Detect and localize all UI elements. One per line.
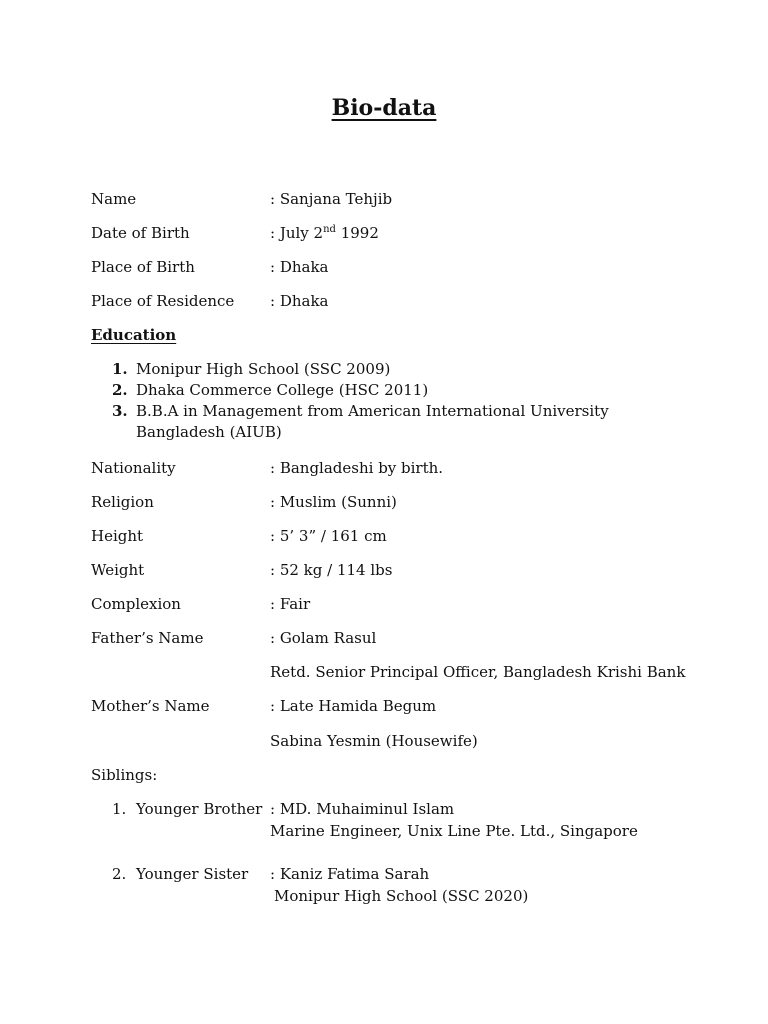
sibling-sister-detail xyxy=(0,885,768,907)
field-value: : Muslim (Sunni) xyxy=(270,493,397,511)
siblings-heading: Siblings: xyxy=(91,766,158,784)
field-value: : 5’ 3” / 161 cm xyxy=(270,527,387,545)
field-label: Height xyxy=(91,527,144,545)
page-title: Bio-data xyxy=(331,95,437,121)
field-label: Mother’s Name xyxy=(91,697,210,715)
field-value: : Dhaka xyxy=(270,292,329,310)
field-label: Religion xyxy=(91,493,154,511)
field-label: Place of Birth xyxy=(91,258,195,276)
sibling-sister xyxy=(0,863,768,885)
list-item xyxy=(0,380,768,401)
field-value: : Dhaka xyxy=(270,258,329,276)
list-item xyxy=(0,401,768,422)
field-value: Sabina Yesmin (Housewife) xyxy=(270,732,478,750)
field-height xyxy=(0,525,768,547)
list-item-continuation xyxy=(0,422,768,443)
field-label: Place of Residence xyxy=(91,292,235,310)
list-number: 3. xyxy=(112,402,128,420)
sibling-brother-detail xyxy=(0,820,768,842)
field-value: : Golam Rasul xyxy=(270,629,377,647)
field-date-of-birth xyxy=(0,222,768,244)
field-place-of-residence xyxy=(0,290,768,312)
list-item xyxy=(0,359,768,380)
field-religion xyxy=(0,491,768,513)
sibling-brother xyxy=(0,798,768,820)
field-value: Retd. Senior Principal Officer, Bangladesh Krishi Bank xyxy=(270,663,686,681)
dob-pre: : July 2 xyxy=(270,224,324,242)
field-mothers-name xyxy=(0,695,768,717)
field-nationality xyxy=(0,457,768,479)
education-heading: Education xyxy=(91,326,177,344)
list-text: B.B.A in Management from American International University xyxy=(136,402,609,420)
field-place-of-birth xyxy=(0,256,768,278)
field-value: : Fair xyxy=(270,595,311,613)
list-number: 2. xyxy=(112,865,127,883)
field-label: Name xyxy=(91,190,137,208)
field-name xyxy=(0,188,768,210)
sibling-detail: Marine Engineer, Unix Line Pte. Ltd., Singapore xyxy=(270,822,638,840)
field-value: : Sanjana Tehjib xyxy=(270,190,393,208)
field-label: Complexion xyxy=(91,595,181,613)
list-text: Dhaka Commerce College (HSC 2011) xyxy=(136,381,429,399)
field-value: : 52 kg / 114 lbs xyxy=(270,561,393,579)
field-value: : Bangladeshi by birth. xyxy=(270,459,444,477)
siblings-heading-row xyxy=(0,764,768,786)
list-text: Monipur High School (SSC 2009) xyxy=(136,360,391,378)
list-text: Bangladesh (AIUB) xyxy=(136,423,282,441)
education-list xyxy=(0,359,768,443)
field-complexion xyxy=(0,593,768,615)
field-mothers-other xyxy=(0,730,768,752)
field-label: Weight xyxy=(91,561,145,579)
list-number: 1. xyxy=(112,360,128,378)
field-value: : Late Hamida Begum xyxy=(270,697,437,715)
field-fathers-occupation xyxy=(0,661,768,683)
sibling-label: Younger Sister xyxy=(136,865,249,883)
list-number: 1. xyxy=(112,800,127,818)
field-value xyxy=(270,222,379,244)
field-weight xyxy=(0,559,768,581)
field-label: Nationality xyxy=(91,459,176,477)
list-number: 2. xyxy=(112,381,128,399)
sibling-label: Younger Brother xyxy=(136,800,263,818)
sibling-value: : Kaniz Fatima Sarah xyxy=(270,865,430,883)
field-label: Father’s Name xyxy=(91,629,204,647)
dob-sup: nd xyxy=(323,224,336,235)
field-label: Date of Birth xyxy=(91,224,190,242)
field-fathers-name xyxy=(0,627,768,649)
dob-post: 1992 xyxy=(335,224,379,242)
sibling-detail: Monipur High School (SSC 2020) xyxy=(274,887,529,905)
sibling-value: : MD. Muhaiminul Islam xyxy=(270,800,455,818)
